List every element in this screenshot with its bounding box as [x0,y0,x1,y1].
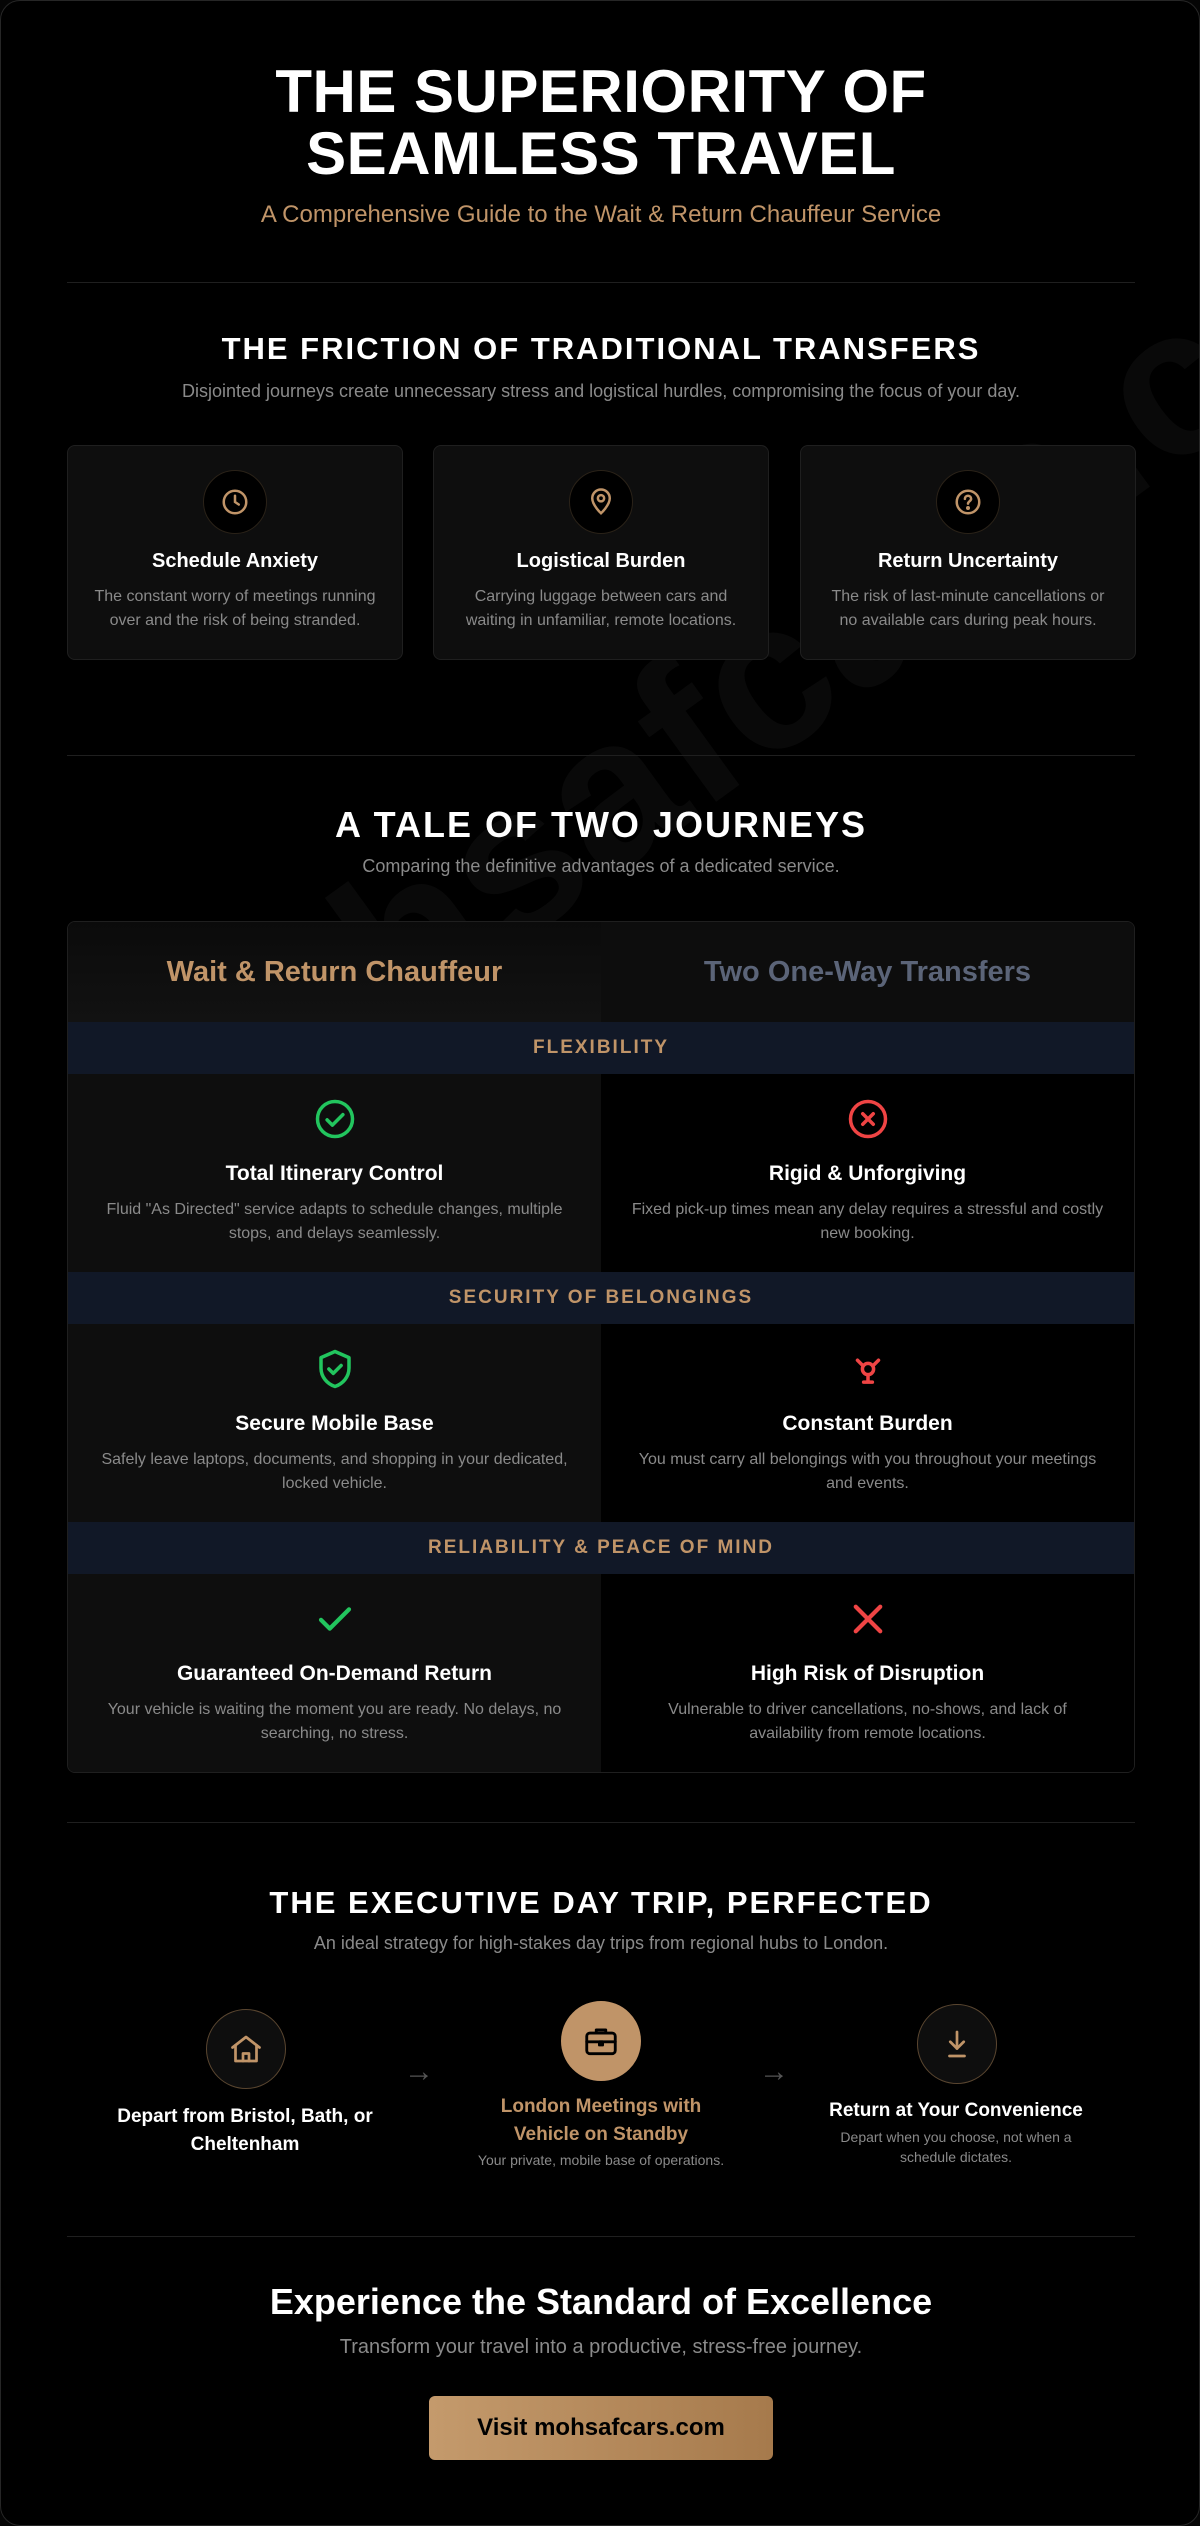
page-title: THE SUPERIORITY OF SEAMLESS TRAVEL [275,58,927,187]
comparison-cell [601,1074,1134,1272]
cell-desc: Vulnerable to driver cancellations, no-shows, and lack of availability from remote locations. [668,1701,1067,1742]
step-subtitle: Depart when you choose, not when a schedule dictates. [840,2129,1072,2165]
x-circle-icon [847,1098,889,1140]
cell-title: Rigid & Unforgiving [768,1162,967,1185]
cell-title: Total Itinerary Control [225,1162,444,1185]
divider [67,2236,1135,2237]
cell-title: Constant Burden [782,1412,953,1435]
card-desc: The constant worry of meetings running over and the risk of being stranded. [94,588,376,629]
card-return-uncertainty [800,445,1136,660]
comparison-table [67,921,1135,1773]
comparison-cell [68,1324,601,1522]
category-security: SECURITY OF BELONGINGS [68,1272,1134,1324]
column-heading-one-way: Two One-Way Transfers [601,922,1134,1022]
arrow-right-icon: → [759,2055,789,2088]
card-schedule-anxiety [67,445,403,660]
card-title: Logistical Burden [516,550,686,572]
card-logistical-burden [433,445,769,660]
cell-desc: You must carry all belongings with you throughout your meetings and events. [638,1451,1097,1492]
check-icon [314,1598,356,1640]
comparison-cell [601,1324,1134,1522]
cell-desc: Fixed pick-up times mean any delay requires a stressful and costly new booking. [631,1201,1104,1242]
card-desc: The risk of last-minute cancellations or no available cars during peak hours. [831,588,1105,629]
cell-title: Secure Mobile Base [235,1412,434,1435]
arrow-right-icon: → [404,2055,434,2088]
category-reliability: RELIABILITY & PEACE OF MIND [68,1522,1134,1574]
briefcase-icon [561,2001,641,2081]
shield-check-icon [314,1348,356,1390]
step-subtitle: Your private, mobile base of operations. [477,2152,725,2168]
step-title: Return at Your Convenience [829,2100,1083,2121]
divider [67,755,1135,756]
cell-desc: Safely leave laptops, documents, and shopping in your dedicated, locked vehicle. [101,1451,568,1492]
step-title: London Meetings with Vehicle on Standby [500,2096,702,2145]
column-heading-wait-return: Wait & Return Chauffeur [68,922,601,1022]
journeys-title: A TALE OF TWO JOURNEYS [334,804,867,845]
friction-title: THE FRICTION OF TRADITIONAL TRANSFERS [221,331,981,366]
x-icon [847,1598,889,1640]
card-desc: Carrying luggage between cars and waiting in unfamiliar, remote locations. [465,588,737,629]
clock-icon [203,470,267,534]
step-title: Depart from Bristol, Bath, or Cheltenham [117,2106,373,2155]
location-pin-icon [569,470,633,534]
page-subtitle: A Comprehensive Guide to the Wait & Return Chauffeur Service [260,201,942,228]
arrow-down-icon [917,2004,997,2084]
journeys-subtitle: Comparing the definitive advantages of a dedicated service. [362,856,840,876]
cell-title: Guaranteed On-Demand Return [176,1662,493,1685]
category-flexibility: FLEXIBILITY [68,1022,1134,1074]
friction-subtitle: Disjointed journeys create unnecessary stress and logistical hurdles, compromising the focus of your day. [181,381,1021,401]
comparison-cell [601,1574,1134,1772]
question-icon [936,470,1000,534]
card-title: Return Uncertainty [877,550,1059,572]
check-circle-icon [314,1098,356,1140]
home-icon [206,2009,286,2089]
comparison-cell [68,1574,601,1772]
daytrip-title: THE EXECUTIVE DAY TRIP, PERFECTED [269,1885,933,1920]
comparison-cell [68,1074,601,1272]
cell-title: High Risk of Disruption [750,1662,985,1685]
card-title: Schedule Anxiety [152,550,318,572]
cell-desc: Fluid "As Directed" service adapts to schedule changes, multiple stops, and delays seamlessly. [106,1201,563,1242]
cta-subtitle: Transform your travel into a productive, stress-free journey. [339,2336,863,2358]
divider [67,1822,1135,1823]
visit-website-button[interactable]: Visit mohsafcars.com [429,2396,773,2460]
cell-desc: Your vehicle is waiting the moment you are ready. No delays, no searching, no stress. [107,1701,562,1742]
cta-title: Experience the Standard of Excellence [269,2281,933,2322]
divider [67,282,1135,283]
burden-icon [847,1348,889,1390]
daytrip-subtitle: An ideal strategy for high-stakes day trips from regional hubs to London. [313,1933,889,1953]
